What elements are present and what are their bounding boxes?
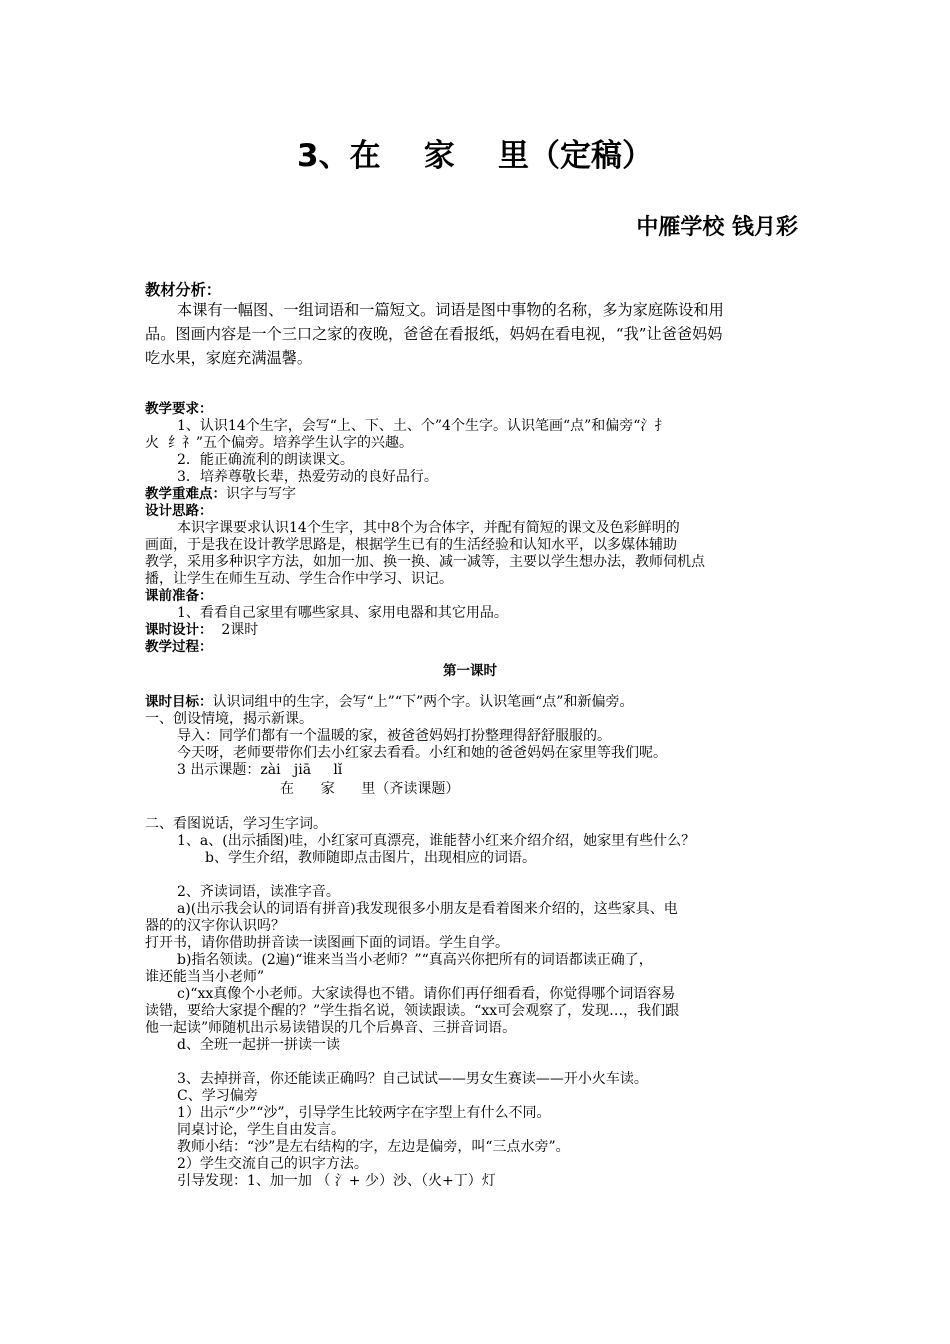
text-line-content: 教学过程：	[145, 639, 213, 655]
text-line	[145, 605, 842, 622]
text-line-content: 2）学生交流自己的识字方法。	[177, 1156, 368, 1172]
text-line	[145, 622, 810, 639]
text-line	[145, 884, 842, 901]
text-line-content: 教学重难点：	[145, 486, 226, 502]
text-line-content: 1、认识14个生字，会写“上、下、土、个”4个生字。认识笔画“点”和偏旁“氵扌	[177, 418, 669, 434]
text-line-content: 课前准备：	[145, 588, 213, 604]
text-line	[145, 571, 810, 588]
text-line-content: 引导发现：1、加一加 （ 氵+ 少）沙、（火+丁）灯	[177, 1173, 496, 1189]
text-line	[145, 1122, 842, 1139]
text-line	[145, 969, 810, 986]
text-line-content: 器的的汉字你认识吗？	[145, 918, 285, 934]
text-line	[145, 952, 842, 969]
document-title: 3、在 家 里（定稿）	[297, 138, 653, 174]
text-line	[145, 1139, 842, 1156]
text-line-content: 设计思路：	[145, 503, 213, 519]
text-line-content: 第一课时	[443, 663, 497, 679]
text-line-tail: 2课时	[212, 622, 259, 638]
text-line	[145, 745, 842, 762]
text-line-content: C、学习偏旁	[177, 1088, 258, 1104]
text-line-content: 课时目标：	[145, 694, 213, 710]
text-line	[145, 711, 810, 728]
text-line	[145, 639, 810, 656]
text-line	[145, 1105, 842, 1122]
text-line-content: 导入：同学们都有一个温暖的家，被爸爸妈妈打扮整理得舒舒服服的。	[177, 728, 611, 744]
text-line	[145, 850, 870, 867]
text-line-content: 教学，采用多种识字方法，如加一加、换一换、减一减等，主要以学生想办法，教师伺机点	[145, 554, 705, 570]
text-line	[145, 901, 842, 918]
text-line	[145, 1020, 810, 1037]
text-line	[145, 401, 810, 418]
text-line-content: 同桌讨论，学生自由发言。	[177, 1122, 345, 1138]
text-line	[145, 554, 810, 571]
text-line	[145, 694, 810, 711]
text-line	[145, 486, 810, 503]
text-line-content: 3 出示课题：zài jiā lǐ	[177, 762, 343, 778]
text-line-content: 二、看图说话，学习生字词。	[145, 816, 327, 832]
text-line	[145, 1088, 842, 1105]
text-line-content: 今天呀，老师要带你们去小红家去看看。小红和她的爸爸妈妈在家里等我们呢。	[177, 745, 667, 761]
text-line-content: 本课有一幅图、一组词语和一篇短文。词语是图中事物的名称，多为家庭陈设和用	[177, 301, 724, 319]
text-line-content: b、学生介绍，教师随即点击图片，出现相应的词语。	[205, 850, 536, 866]
text-line	[145, 322, 810, 346]
text-line-content: 1）出示“少”“沙”，引导学生比较两字在字型上有什么不同。	[177, 1105, 551, 1121]
text-line-content: 读错，要给大家提个醒的？”学生指名说，领读跟读。“xx可会观察了，发现…，我们跟	[145, 1003, 680, 1019]
text-line	[145, 418, 842, 435]
text-line-content: 课时设计：	[145, 622, 213, 638]
text-line-content: 3．培养尊敬长辈，热爱劳动的良好品行。	[177, 469, 438, 485]
document-author: 中雁学校 钱月彩	[636, 215, 798, 240]
text-line-content: 品。图画内容是一个三口之家的夜晚，爸爸在看报纸，妈妈在看电视，“我”让爸爸妈妈	[145, 325, 723, 343]
text-line-content: 1、a、(出示插图)哇，小红家可真漂亮，谁能替小红来介绍介绍，她家里有些什么？	[177, 833, 696, 849]
text-line-content: 谁还能当当小老师”	[145, 969, 265, 985]
text-line-content: 3、去掉拼音，你还能读正确吗？自己试试——男女生赛读——开小火车读。	[177, 1071, 648, 1087]
text-line	[145, 986, 842, 1003]
text-line	[145, 833, 842, 850]
text-line-content: b)指名领读。(2遍)“谁来当当小老师？”“真高兴你把所有的词语都读正确了，	[177, 952, 653, 968]
text-line	[145, 1003, 810, 1020]
text-line-content: 他一起读”师随机出示易读错误的几个后鼻音、三拼音词语。	[145, 1020, 517, 1036]
text-line-content: 教学要求：	[145, 401, 213, 417]
text-line-tail: 认识词组中的生字，会写“上”“下”两个字。认识笔画“点”和新偏旁。	[212, 694, 634, 710]
text-line	[145, 728, 842, 745]
text-line-content: 2．能正确流利的朗读课文。	[177, 452, 354, 468]
text-line	[145, 588, 810, 605]
text-line	[145, 537, 810, 554]
text-line-content: 打开书，请你借助拼音读一读图画下面的词语。学生自学。	[145, 935, 509, 951]
text-line	[145, 1071, 842, 1088]
text-line-content: c)“xx真像个小老师。大家读得也不错。请你们再仔细看看，你觉得哪个词语容易	[177, 986, 676, 1002]
text-line-content: 画面，于是我在设计教学思路是，根据学生已有的生活经验和认知水平，以多媒体辅助	[145, 537, 677, 553]
text-line	[145, 1173, 842, 1190]
text-line-content: 播，让学生在师生互动、学生合作中学习、识记。	[145, 571, 453, 587]
text-line-content: 在 家 里（齐读课题）	[280, 781, 460, 797]
text-line-content: d、全班一起拼一拼读一读	[177, 1037, 340, 1053]
text-line-content: 教材分析：	[145, 281, 221, 299]
text-line-content: a)(出示我会认的词语有拼音)我发现很多小朋友是看着图来介绍的，这些家具、电	[177, 901, 678, 917]
text-line	[145, 435, 810, 452]
text-line	[145, 816, 810, 833]
text-line	[145, 918, 810, 935]
text-line	[145, 298, 842, 322]
text-line-tail: 识字与写字	[226, 486, 296, 502]
text-line	[145, 762, 842, 779]
text-line-content: 吃水果，家庭充满温馨。	[145, 349, 313, 367]
text-line-content: 1、看看自己家里有哪些家具、家用电器和其它用品。	[177, 605, 508, 621]
text-line-content: 教师小结：“沙”是左右结构的字，左边是偏旁，叫“三点水旁”。	[177, 1139, 570, 1155]
text-line	[145, 1037, 842, 1054]
text-line	[145, 520, 842, 537]
text-line	[145, 503, 810, 520]
text-line	[145, 663, 795, 680]
text-line-content: 2、齐读词语，读准字音。	[177, 884, 340, 900]
text-line	[145, 1156, 842, 1173]
text-line	[145, 469, 842, 486]
text-line	[145, 452, 842, 469]
text-line	[145, 781, 945, 798]
text-line	[145, 935, 810, 952]
text-line-content: 火 纟礻”五个偏旁。培养学生认字的兴趣。	[145, 435, 414, 451]
text-line-content: 一、创设情境，揭示新课。	[145, 711, 313, 727]
text-line	[145, 346, 810, 370]
text-line-content: 本识字课要求认识14个生字，其中8个为合体字，并配有简短的课文及色彩鲜明的	[177, 520, 680, 536]
